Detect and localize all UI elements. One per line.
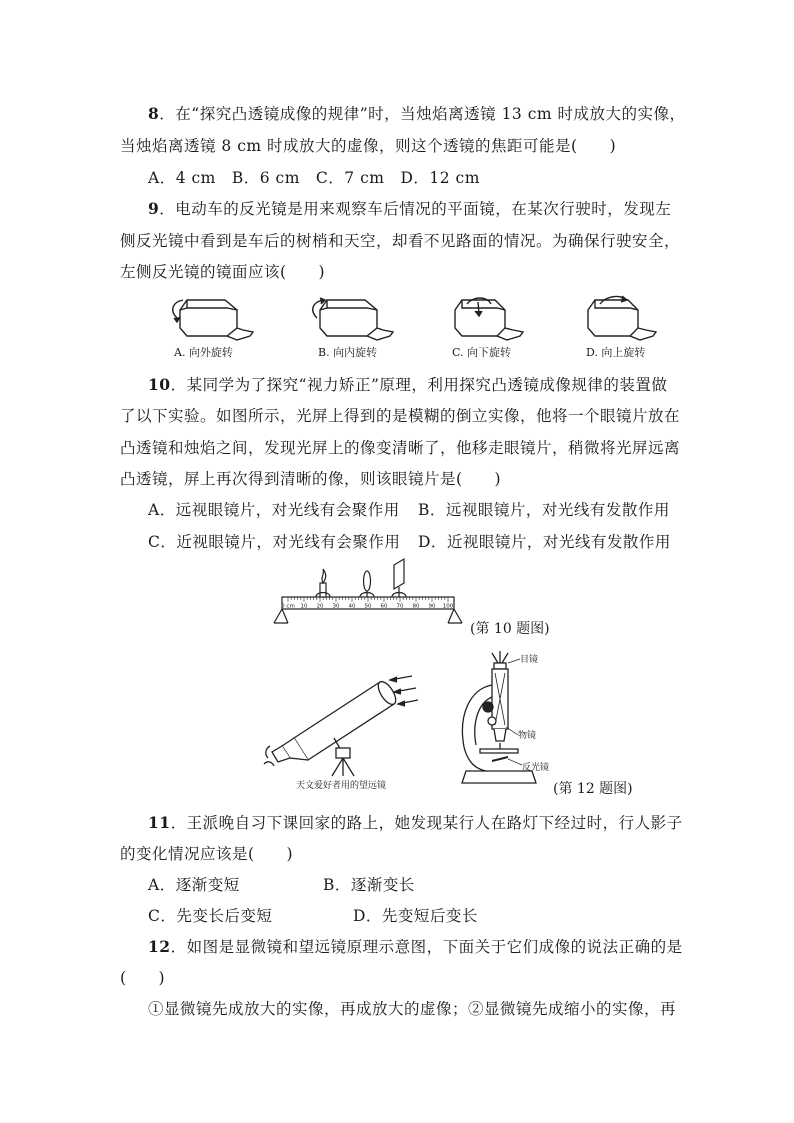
q10-line1: 10．某同学为了探究“视力矫正”原理，利用探究凸透镜成像规律的装置做 [148, 375, 668, 394]
ruler-label: 50 [364, 603, 372, 610]
q12-number: 12 [148, 937, 171, 956]
q11-line2: 的变化情况应该是( ) [120, 845, 294, 863]
mirror-figure-b [305, 288, 400, 343]
mirror-figure-a [165, 288, 260, 343]
telescope-caption: 天文爱好者用的望远镜 [296, 781, 387, 791]
ruler-label: 30 [332, 603, 340, 610]
q10-line4: 凸透镜，屏上再次得到清晰的像，则该眼镜片是( ) [120, 470, 502, 488]
mirror-label: 反光镜 [522, 763, 550, 773]
q8-line2: 当烛焰离透镜 8 cm 时成放大的虚像，则这个透镜的焦距可能是( ) [120, 137, 617, 155]
q11-option-d: D．先变短后变长 [353, 907, 478, 925]
mirror-choice-d: D. 向上旋转 [586, 346, 646, 359]
mirror-figure-c [445, 288, 540, 343]
q11-option-c: C．先变长后变短 [148, 907, 273, 925]
ruler-label: 90 [428, 603, 436, 610]
q10-option-d: D．近视眼镜片，对光线有发散作用 [418, 533, 671, 551]
q10-option-a: A．远视眼镜片，对光线有会聚作用 [148, 501, 400, 519]
ruler-label: 80 [412, 603, 420, 610]
q11-line1: 11．王派晚自习下课回家的路上，她发现某行人在路灯下经过时，行人影子 [148, 813, 683, 832]
telescope-figure [262, 668, 422, 778]
q11-number: 11 [148, 813, 171, 832]
mirror-choice-c: C. 向下旋转 [452, 346, 512, 359]
mirror-choice-b: B. 向内旋转 [318, 346, 378, 359]
q8-line1: 8．在“探究凸透镜成像的规律”时，当烛焰离透镜 13 cm 时成放大的实像， [148, 104, 686, 123]
q11-option-a: A．逐渐变短 [148, 876, 240, 894]
q10-line2: 了以下实验。如图所示，光屏上得到的是模糊的倒立实像，他将一个眼镜片放在 [120, 407, 681, 425]
q12-figure-caption: (第 12 题图) [553, 781, 633, 797]
ruler-label: 40 [348, 603, 356, 610]
q10-option-b: B．远视眼镜片，对光线有发散作用 [418, 501, 670, 519]
ruler-labels [281, 604, 454, 610]
ruler-label: 60 [380, 603, 388, 610]
ruler-label: 20 [316, 603, 324, 610]
q8-options: A．4 cm B．6 cm C．7 cm D．12 cm [148, 169, 480, 187]
q12-line2: ( ) [120, 969, 166, 987]
ruler-label: 10 [300, 603, 308, 610]
q9-line2: 侧反光镜中看到是车后的树梢和天空，却看不见路面的情况。为确保行驶安全， [120, 232, 681, 250]
q10-number: 10 [148, 375, 171, 394]
q11-option-b: B．逐渐变长 [323, 876, 415, 894]
q8-number: 8 [148, 104, 160, 123]
ruler-label: 70 [396, 603, 404, 610]
mirror-choice-a: A. 向外旋转 [174, 346, 233, 359]
q12-line3: ①显微镜先成放大的实像，再成放大的虚像；②显微镜先成缩小的实像，再 [148, 1000, 677, 1018]
eyepiece-label: 目镜 [520, 655, 539, 665]
q10-figure-caption: (第 10 题图) [470, 621, 550, 637]
q9-line1: 9．电动车的反光镜是用来观察车后情况的平面镜，在某次行驶时，发现左 [148, 199, 672, 218]
ruler-label: 100 [442, 603, 454, 610]
q10-line3: 凸透镜和烛焰之间，发现光屏上的像变清晰了，他移走眼镜片，稍微将光屏远离 [120, 439, 681, 457]
q10-option-c: C．近视眼镜片，对光线有会聚作用 [148, 533, 401, 551]
optical-bench-figure [270, 555, 470, 635]
q9-number: 9 [148, 199, 160, 218]
q12-line1: 12．如图是显微镜和望远镜原理示意图，下面关于它们成像的说法正确的是 [148, 937, 683, 956]
mirror-figure-d [578, 288, 673, 343]
ruler-label: 0 cm [281, 603, 295, 610]
q9-line3: 左侧反光镜的镜面应该( ) [120, 263, 326, 281]
objective-label: 物镜 [518, 731, 537, 741]
